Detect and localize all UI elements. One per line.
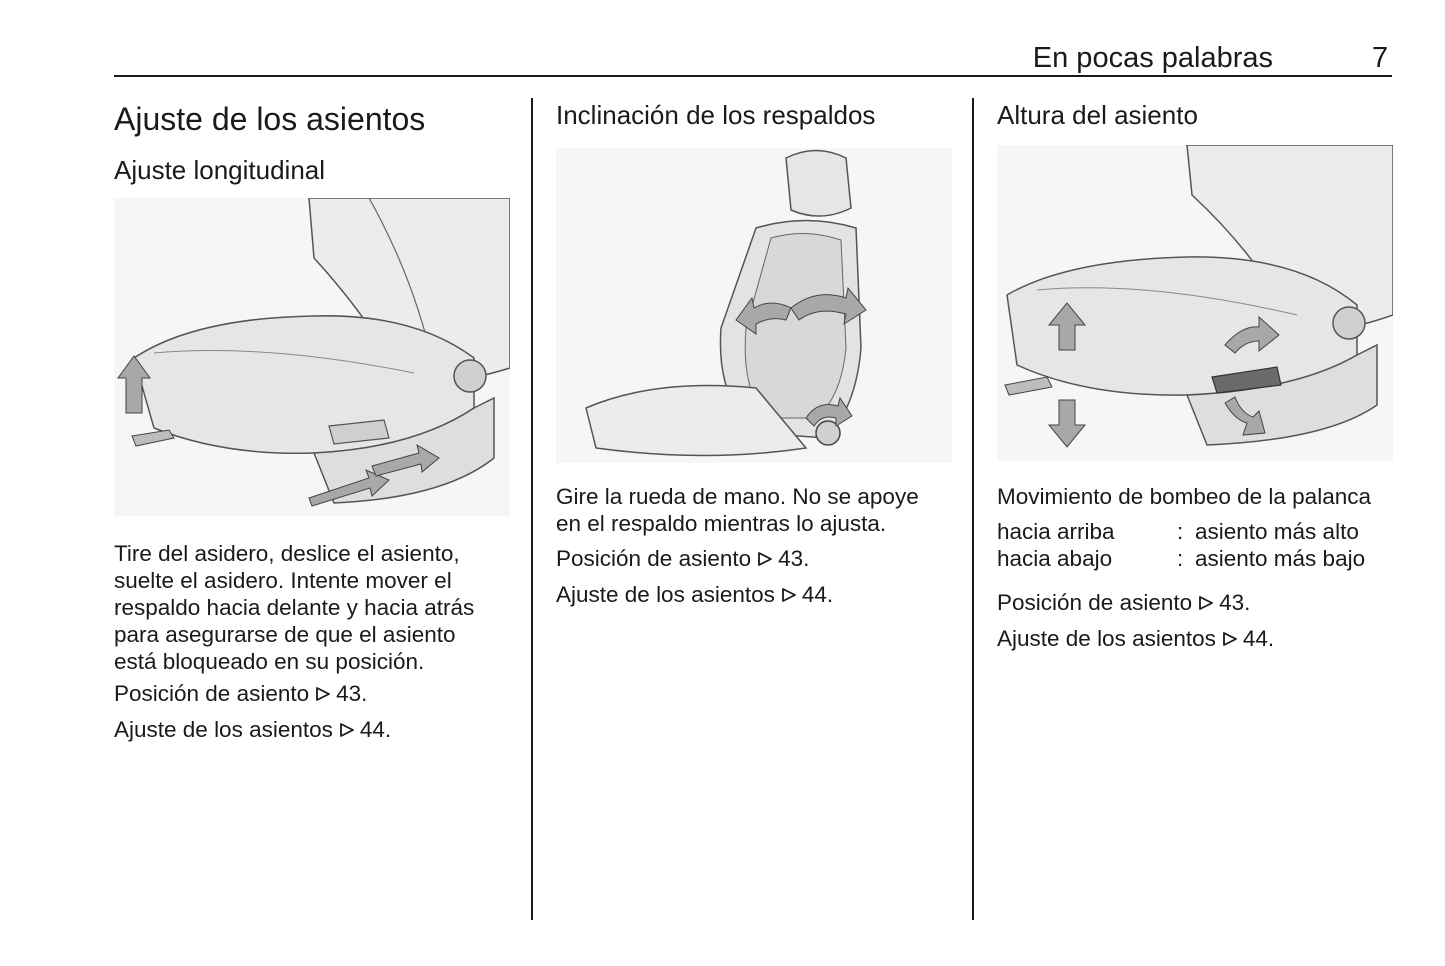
section-heading: Altura del asiento xyxy=(997,100,1198,130)
cross-reference-1[interactable] xyxy=(114,680,367,707)
reference-page: 44. xyxy=(801,582,834,607)
cross-reference-2[interactable] xyxy=(114,716,391,743)
page-reference-arrow-icon xyxy=(780,586,798,604)
action-value: asiento más alto xyxy=(1195,519,1359,544)
cross-reference-1[interactable] xyxy=(997,589,1250,616)
separator: : xyxy=(1177,546,1184,571)
cross-reference-1[interactable] xyxy=(556,545,809,572)
reference-page: 43. xyxy=(778,546,810,571)
section-heading: Inclinación de los respaldos xyxy=(556,100,876,130)
cross-reference-2[interactable] xyxy=(997,625,1274,652)
seat-height-illustration xyxy=(997,145,1393,461)
column-divider-1 xyxy=(531,98,533,920)
lever-action-table xyxy=(997,518,1365,572)
reference-label: Ajuste de los asientos xyxy=(556,582,775,607)
separator: : xyxy=(1177,519,1184,544)
subsection-heading: Ajuste longitudinal xyxy=(114,155,326,185)
page-reference-arrow-icon xyxy=(1197,594,1215,612)
cross-reference-2[interactable] xyxy=(556,581,833,608)
reference-label: Posición de asiento xyxy=(997,590,1193,615)
reference-page: 44. xyxy=(1242,626,1275,651)
table-row xyxy=(997,518,1365,545)
page-reference-arrow-icon xyxy=(338,721,356,739)
reference-label: Ajuste de los asientos xyxy=(114,717,333,742)
seat-backrest-recline-illustration xyxy=(556,148,952,463)
reference-page: 44. xyxy=(359,717,392,742)
action-key: hacia abajo xyxy=(997,546,1113,571)
reference-label: Posición de asiento xyxy=(114,681,310,706)
action-value: asiento más bajo xyxy=(1195,546,1366,571)
reference-page: 43. xyxy=(1219,590,1251,615)
page-reference-arrow-icon xyxy=(314,685,332,703)
page-reference-arrow-icon xyxy=(756,550,774,568)
column-divider-2 xyxy=(972,98,974,920)
body-text: Tire del asidero, deslice el asiento, suelte el asidero. Intente mover el respaldo hacia delante y hacia atrás para asegurarse de que el asiento está bloqueado en su posición. xyxy=(114,541,475,674)
reference-page: 43. xyxy=(336,681,368,706)
page-number: 7 xyxy=(1372,42,1389,74)
action-key: hacia arriba xyxy=(997,519,1115,544)
body-text: Gire la rueda de mano. No se apoye en el respaldo mientras lo ajusta. xyxy=(556,484,919,536)
page-reference-arrow-icon xyxy=(1221,630,1239,648)
reference-label: Posición de asiento xyxy=(556,546,752,571)
seat-longitudinal-illustration xyxy=(114,198,510,516)
running-header-title: En pocas palabras xyxy=(1032,42,1273,74)
body-text: Movimiento de bombeo de la palanca xyxy=(997,484,1371,509)
table-row xyxy=(997,545,1365,572)
reference-label: Ajuste de los asientos xyxy=(997,626,1216,651)
header-rule xyxy=(114,75,1392,77)
section-heading: Ajuste de los asientos xyxy=(114,101,426,137)
